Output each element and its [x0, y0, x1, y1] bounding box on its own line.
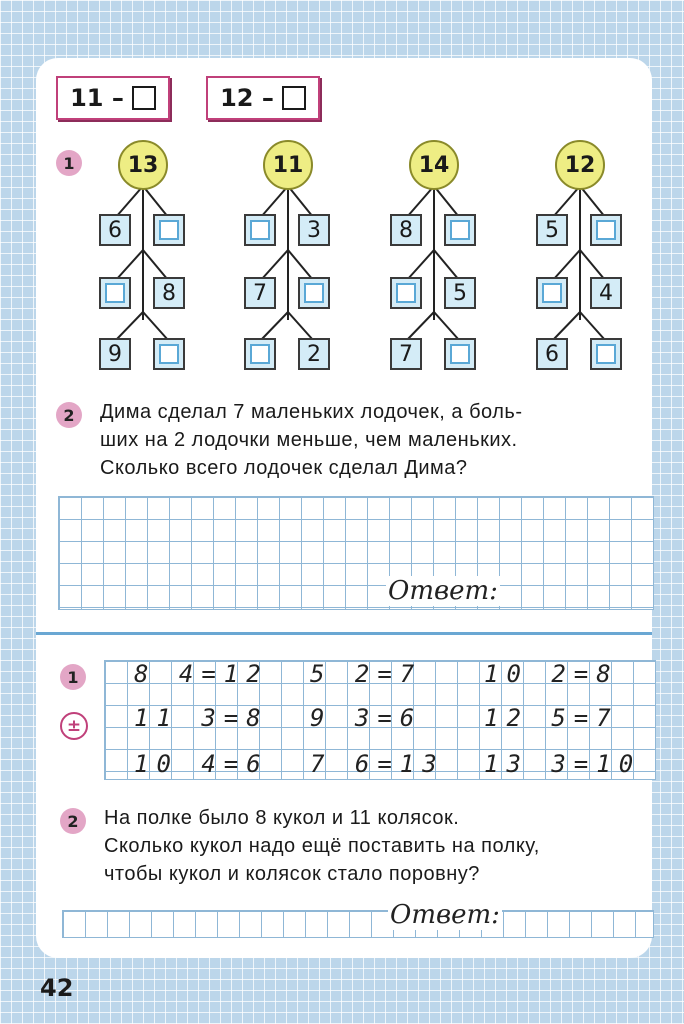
section2-task2-text — [104, 804, 648, 888]
tree-top-number: 13 — [118, 140, 168, 190]
number-cell: 7 — [390, 338, 422, 370]
number-cell: 8 — [153, 277, 185, 309]
section2-task2-badge: 2 — [60, 808, 86, 834]
empty-answer-cell[interactable] — [244, 214, 276, 246]
empty-answer-cell[interactable] — [444, 338, 476, 370]
task2-badge: 2 — [56, 402, 82, 428]
empty-answer-cell[interactable] — [444, 214, 476, 246]
number-cell: 8 — [390, 214, 422, 246]
answer-label-section2: Ответ: — [390, 900, 500, 930]
equation: 10 4=6 — [134, 750, 269, 778]
plus-minus-icon: ± — [60, 712, 88, 740]
number-cell: 3 — [298, 214, 330, 246]
header-box-11-label: 11 – — [70, 84, 124, 112]
equation: 12 5=7 — [484, 704, 619, 732]
number-cell: 6 — [536, 338, 568, 370]
task-line: Сколько кукол надо ещё поставить на полку, — [104, 835, 540, 857]
tree-top-number: 11 — [263, 140, 313, 190]
task1-badge: 1 — [56, 150, 82, 176]
empty-answer-cell[interactable] — [153, 338, 185, 370]
empty-answer-cell[interactable] — [298, 277, 330, 309]
header-box-12-label: 12 – — [220, 84, 274, 112]
empty-answer-cell[interactable] — [99, 277, 131, 309]
answer-grid-task2[interactable] — [58, 496, 654, 610]
page-number: 42 — [40, 974, 74, 1002]
empty-answer-cell[interactable] — [536, 277, 568, 309]
equation: 7 6=13 — [310, 750, 445, 778]
answer-label-task2: Ответ: — [388, 576, 498, 606]
equation: 10 2=8 — [484, 660, 619, 688]
task2-line: Сколько всего лодочек сделал Дима? — [100, 457, 468, 479]
equation: 9 3=6 — [310, 704, 423, 732]
tree-top-number: 14 — [409, 140, 459, 190]
section2-task1-badge: 1 — [60, 664, 86, 690]
empty-answer-cell[interactable] — [590, 214, 622, 246]
answer-strip-section2[interactable] — [62, 910, 654, 938]
task2-text — [100, 398, 648, 482]
task2-line: ших на 2 лодочки меньше, чем маленьких. — [100, 429, 518, 451]
number-cell: 4 — [590, 277, 622, 309]
number-cell: 7 — [244, 277, 276, 309]
task-line: чтобы кукол и колясок стало поровну? — [104, 863, 480, 885]
number-cell: 9 — [99, 338, 131, 370]
empty-answer-cell[interactable] — [390, 277, 422, 309]
empty-answer-cell[interactable] — [590, 338, 622, 370]
number-cell: 5 — [536, 214, 568, 246]
equation: 8 4=12 — [134, 660, 269, 688]
number-cell: 6 — [99, 214, 131, 246]
task2-line: Дима сделал 7 маленьких лодочек, а боль- — [100, 401, 523, 423]
number-cell: 5 — [444, 277, 476, 309]
equation: 11 3=8 — [134, 704, 269, 732]
equation: 5 2=7 — [310, 660, 423, 688]
tree-top-number: 12 — [555, 140, 605, 190]
section-divider — [36, 632, 652, 635]
empty-answer-cell[interactable] — [244, 338, 276, 370]
task-line: На полке было 8 кукол и 11 колясок. — [104, 807, 460, 829]
equation: 13 3=10 — [484, 750, 642, 778]
empty-answer-cell[interactable] — [153, 214, 185, 246]
number-cell: 2 — [298, 338, 330, 370]
